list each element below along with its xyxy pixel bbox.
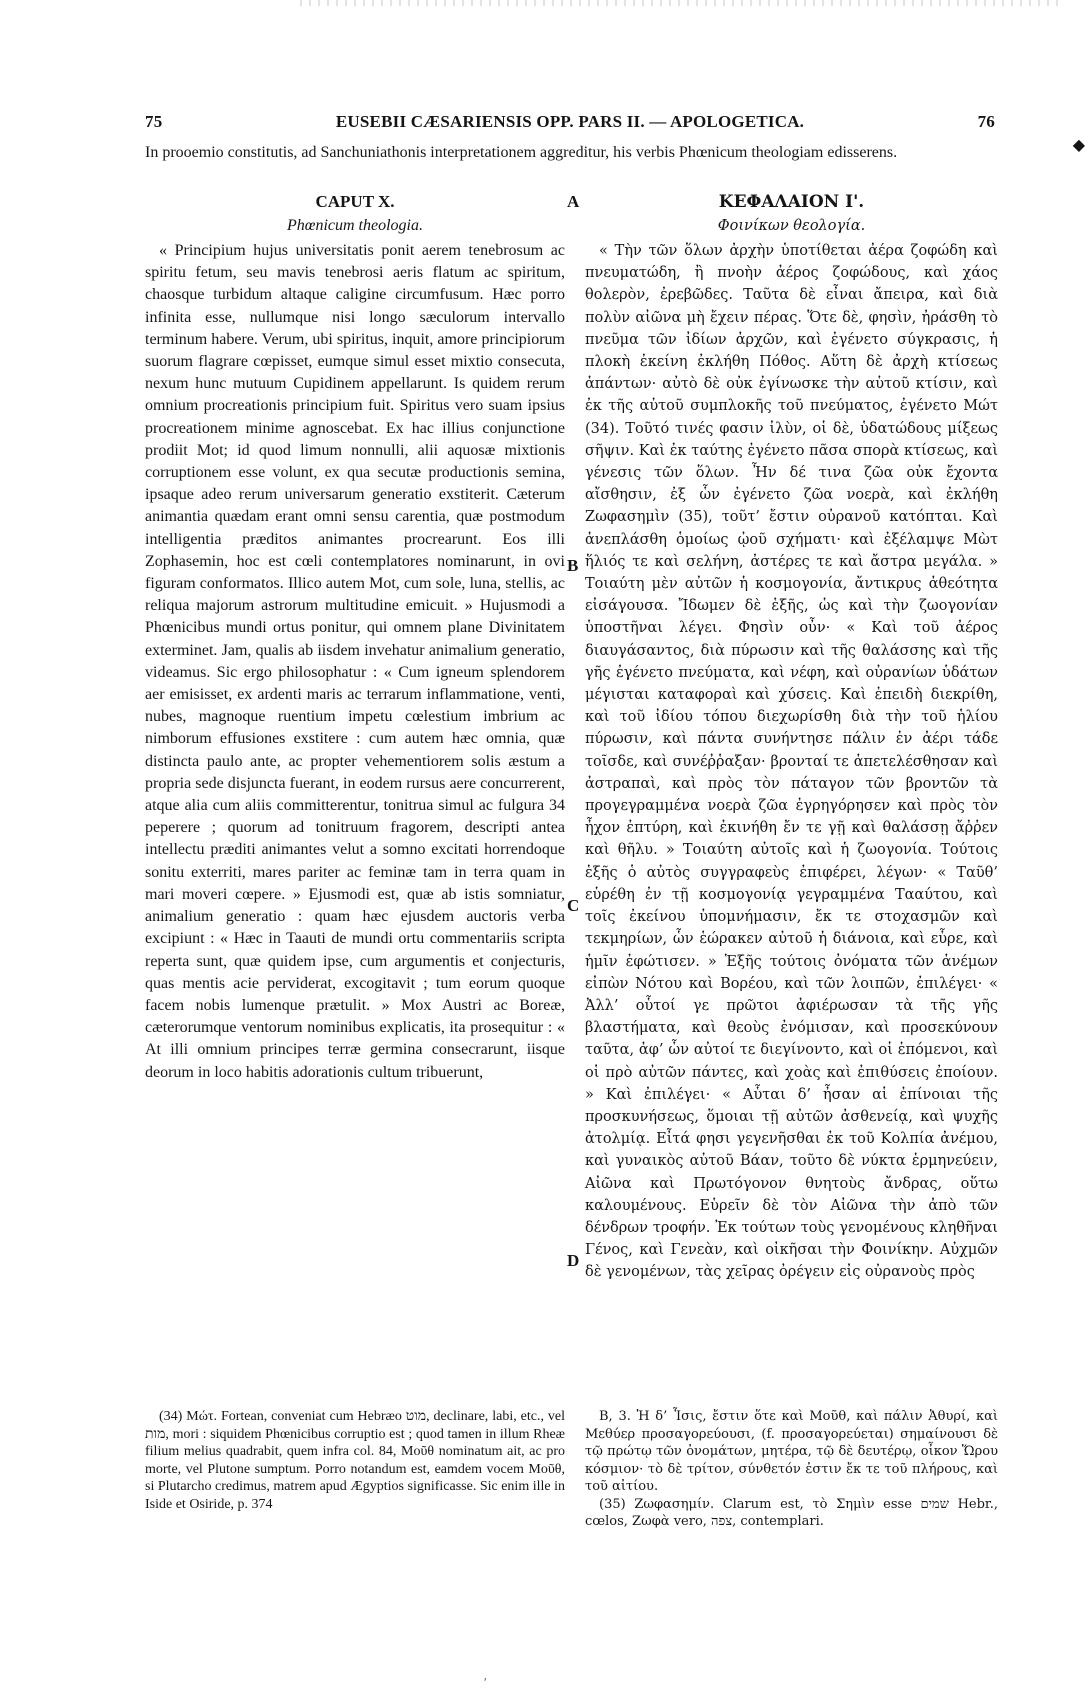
footnote-35: (35) Ζωφασημίν. Clarum est, τὸ Σημὶν esse שמים Hebr., cœlos, Ζωφὰ vero, צפה, contemplari. — [585, 1496, 998, 1529]
greek-chapter-heading: ΚΕΦΑΛΑΙΟΝ Ι'. — [718, 192, 865, 212]
greek-body-text: « Τὴν τῶν ὅλων ἀρχὴν ὑποτίθεται ἀέρα ζοφώδη καὶ πνευματώδη, ἢ πνοὴν ἀέρος ζοφώδους, καὶ χάος θολερὸν, ἐρεβῶδες. Ταῦτα δὲ εἶναι ἄπειρα, καὶ διὰ πολὺν αἰῶνα μὴ ἔχειν πέρας. Ὅτε δὲ, φησὶν, ἠράσθη τὸ πνεῦμα τῶν ἰδίων ἀρχῶν, καὶ ἐγένετο σύγκρασις, ἡ πλοκὴ ἐκείνη ἐκλήθη Πόθος. Αὕτη δὲ ἀρχὴ κτίσεως ἁπάντων· αὐτὸ δὲ οὐκ ἐγίνωσκε τὴν αὑτοῦ κτίσιν, καὶ ἐκ τῆς αὐτοῦ συμπλοκῆς τοῦ πνεύματος, ἐγένετο Μώτ (34). Τοῦτό τινές φασιν ἰλὺν, οἱ δὲ, ὑδατώδους μίξεως σῆψιν. Καὶ ἐκ ταύτης ἐγένετο πᾶσα σπορὰ κτίσεως, καὶ γένεσις τῶν ὅλων. Ἦν δέ τινα ζῶα οὐκ ἔχοντα αἴσθησιν, ἐξ ὧν ἐγένετο ζῶα νοερὰ, καὶ ἐκλήθη Ζωφασημὶν (35), τοῦτ’ ἔστιν οὐρανοῦ κατόπται. Καὶ ἀνεπλάσθη ὁμοίως ᾠοῦ σχήματι· καὶ ἐξέλαμψε Μὼτ ἥλιός τε καὶ σελήνη, ἀστέρες τε καὶ ἄστρα μεγάλα. » Τοιαύτη μὲν αὐτῶν ἡ κοσμογονία, ἄντικρυς ἀθεότητα εἰσάγουσα. Ἴδωμεν δὲ ἑξῆς, ὡς καὶ τὴν ζωογονίαν ὑποστῆναι λέγει. Φησὶν οὖν· « Καὶ τοῦ ἀέρος διαυγάσαντος, διὰ πύρωσιν καὶ τῆς θαλάσσης καὶ τῆς γῆς ἐγένετο πνεύματα, καὶ νέφη, καὶ οὐρανίων ὑδάτων μέγισται καταφοραὶ καὶ χύσεις. Καὶ ἐπειδὴ διεκρίθη, καὶ τοῦ ἰδίου τόπου διεχωρίσθη διὰ τὴν τοῦ ἡλίου πύρωσιν, καὶ πάντα συνήντησε πάλιν ἐν ἀέρι τάδε τοῖσδε, καὶ συνέῤῥαξαν· βρονταί τε ἀπετελέσθησαν καὶ ἀστραπαὶ, καὶ πρὸς τὸν πάταγον τῶν βροντῶν τὰ προγεγραμμένα νοερὰ ζῶα ἐγρηγόρησεν καὶ πρὸς τὸν ἦχον ἐπτύρη, καὶ ἐκινήθη ἔν τε γῇ καὶ θαλάσσῃ ἄῤῥεν καὶ θῆλυ. » Τοιαύτη αὐτοῖς καὶ ἡ ζωογονία. Τούτοις ἑξῆς ὁ αὐτὸς συγγραφεὺς ἐπιφέρει, λέγων· « Ταῦθ’ εὑρέθη ἐν τῇ κοσμογονίᾳ γεγραμμένα Τααύτου, καὶ τοῖς ἐκείνου ὑπομνήμασιν, ἔκ τε στοχασμῶν καὶ τεκμηρίων, ὧν ἑώρακεν αὐτοῦ ἡ διάνοια, καὶ εὗρε, καὶ ἡμῖν ἐφώτισεν. » Ἑξῆς τούτοις ὀνόματα τῶν ἀνέμων εἰπὼν Νότου καὶ Βορέου, καὶ τῶν λοιπῶν, ἐπιλέγει· « Ἀλλ’ οὗτοί γε πρῶτοι ἀφιέρωσαν τὰ τῆς γῆς βλαστήματα, καὶ θεοὺς ἐνόμισαν, καὶ προσεκύνουν ταῦτα, ἀφ’ ὧν αὐτοί τε διεγίνοντο, καὶ οἱ ἑπόμενοι, καὶ οἱ πρὸ αὐτῶν πάντες, καὶ χοὰς καὶ ἐπιθύσεις ἐποίουν. » Καὶ ἐπιλέγει· « Αὗται δ’ ἦσαν αἱ ἐπίνοιαι τῆς προσκυνήσεως, ὅμοιαι τῇ αὐτῶν ἀσθενείᾳ, καὶ ψυχῆς ἀτολμίᾳ. Εἶτά φησι γεγενῆσθαι ἐκ τοῦ Κολπία ἀνέμου, καὶ γυναικὸς αὐτοῦ Βάαν, τοῦτο δὲ νύκτα ἑρμηνεύειν, Αἰῶνα καὶ Πρωτόγονον θνητοὺς ἄνδρας, οὕτω καλουμένους. Εὑρεῖν δὲ τὸν Αἰῶνα τὴν ἀπὸ τῶν δένδρων τροφήν. Ἐκ τούτων τοὺς γενομένους κληθῆναι Γένος, καὶ Γενεὰν, καὶ οἰκῆσαι τὴν Φοινίκην. Αὐχμῶν δὲ γενομένων, τὰς χεῖρας ὀρέγειν εἰς οὐρανοὺς πρὸς — [585, 243, 998, 1281]
latin-chapter-heading: CAPUT X. — [315, 192, 395, 211]
scan-mark: ʹ — [484, 1675, 487, 1689]
footnote-34-continued: B, 3. Ἡ δ’ Ἶσις, ἔστιν ὅτε καὶ Μοῦθ, καὶ πάλιν Ἀθυρί, καὶ Μεθύερ προσαγορεύουσι, (f. προσαγορεύεται) σημαίνουσι δὲ τῷ πρώτῳ τῶν ὀνομάτων, μητέρα, τῷ δὲ δευτέρῳ, οἶκον Ὥρου κόσμιον· τὸ δὲ τρίτον, σύνθετόν ἐστιν ἔκ τε τοῦ πλήρους, καὶ τοῦ αἰτίου. — [585, 1409, 998, 1494]
margin-letter-b: B — [567, 556, 579, 575]
footnote-34: (34) Μώτ. Fortean, conveniat cum Hebræo מוט, declinare, labi, etc., vel מות, mori : siquidem Phœnicibus corruptio est ; quod tamen in illum Rheæ filium melius quadrabit, quem infra col. 84, Μοῦθ nominatum ait, ac pro morte, vel Plutone sumptum. Porro notandum est, eamdem vocem Μοῦθ, si Plutarcho credimus, matrem apud Ægyptios significasse. Sic enim ille in Iside et Osiride, p. 374 — [145, 1409, 565, 1512]
running-title: EUSEBII CÆSARIENSIS OPP. PARS II. — APOLOGETICA. — [335, 112, 805, 131]
margin-letter-c: C — [567, 896, 580, 915]
page-number-left: 75 — [145, 112, 163, 131]
intro-text: In prooemio constitutis, ad Sanchuniathonis interpretationem aggreditur, his verbis Phœnicum theologiam edisserens. — [145, 144, 898, 161]
latin-column — [145, 190, 565, 1084]
page-number-right: 76 — [977, 112, 995, 131]
latin-chapter-subtitle: Phœnicum theologia. — [287, 217, 423, 234]
greek-column — [585, 190, 998, 1284]
footnotes-right — [585, 1408, 998, 1531]
scan-specks — [300, 0, 1060, 6]
margin-letter-d: D — [567, 1251, 580, 1270]
latin-body-text: « Principium hujus universitatis ponit aerem tenebrosum ac spiritu fetum, seu mavis tenebrosi aeris flatum ac spiritum, chaosque turbidum altaque caligine circumfusum. Hæc porro infinita esse, nullumque nisi longo sæculorum intervallo terminum habere. Verum, ubi spiritus, inquit, amore principiorum suorum flagrare cœpisset, eumque simul esset mixtio consecuta, nexum hunc mutuum Cupidinem appellarunt. Is quidem rerum omnium procreationis principium fuit. Spiritus vero suam ipsius procreationem minime agnoscebat. Ex hac illius conjunctione prodiit Mot; id quod limum nonnulli, alii aquosæ mixtionis corruptionem esse volunt, ex qua secutæ productionis semina, ipsaque adeo rerum universarum generatio exstiterit. Cæterum animantia quædam erant omni sensu carentia, quæ postmodum intelligentia præditos animantes procrearunt. Eos illi Zophasemin, hoc est cœli contemplatores nominarunt, in ovi figuram conformatos. Illico autem Mot, cum sole, luna, stellis, ac reliqua majorum astrorum multitudine emicuit. » Hujusmodi a Phœnicibus mundi ortus ponitur, qui omnem plane Divinitatem exterminet. Jam, qualis ab iisdem invehatur animalium generatio, videamus. Sic ergo philosophatur : « Cum igneum splendorem aer emisisset, ex ardenti maris ac terrarum inflammatione, venti, nubes, magnoque ruentium impetu cœlestium imbrium ac nimborum effusiones exstitere : cum autem hæc omnia, quæ distincta paulo ante, ac propter vehementiorem solis æstum a propria sede disjuncta fuerant, in eodem rursus aere concurrerent, atque alia cum aliis committerentur, tonitrua simul ac fulgura 34 peperere ; quorum ad tonitruum fragorem, descripti antea intellectu præditi animantes velut a somno excitati horrendoque sonitu exterriti, mares pariter ac feminæ tam in terra quam in mari moveri cœpere. » Ejusmodi est, quæ ab istis somniatur, animalium generatio : quam hæc ejusdem auctoris verba excipiunt : « Hæc in Taauti de mundi ortu commentariis scripta reperta sunt, quæ quidem ipse, cum argumentis et conjecturis, quas mentis acie perviderat, excogitavit ; tum eorum quoque facem nobis lumenque prætulit. » Mox Austri ac Boreæ, cæterorumque ventorum nominibus explicatis, ita prosequitur : « At illi omnium principes terræ germina consecrarunt, iisque deorum in loco habitis adorationis cultum tribuerunt, — [145, 242, 565, 1081]
greek-chapter-subtitle: Φοινίκων θεολογία. — [717, 218, 866, 234]
margin-letter-a: A — [567, 192, 580, 211]
running-header — [145, 112, 995, 138]
margin-mark: ◆ — [1072, 137, 1085, 154]
